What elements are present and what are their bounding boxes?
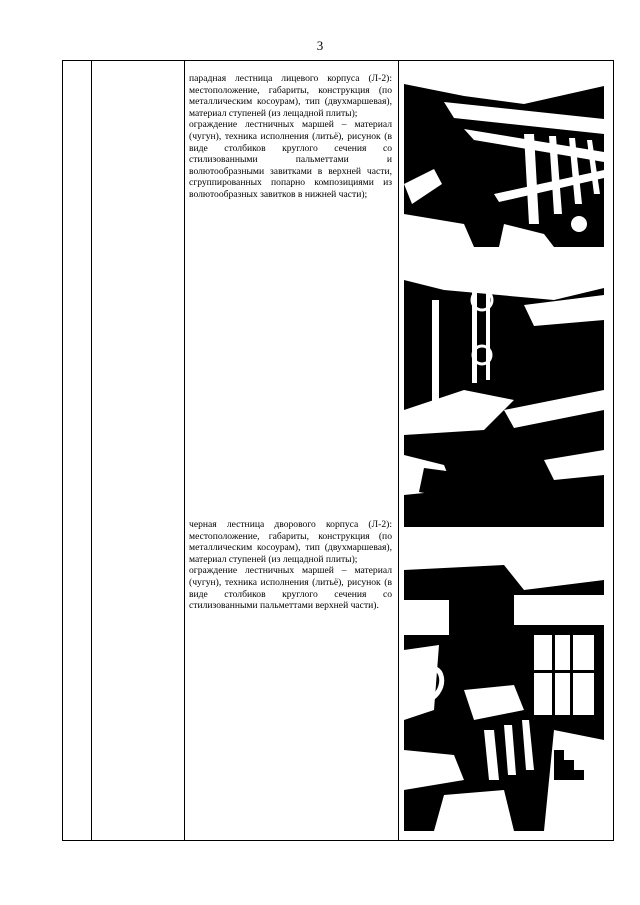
column-divider-3 [398,61,399,840]
cast-iron-balusters-photo [404,260,604,527]
staircase-ceiling-photo [404,74,604,247]
entry-back-staircase [189,519,392,612]
column-divider-2 [184,61,185,840]
entry-front-staircase [189,73,392,201]
page-number: 3 [316,38,324,53]
entry-paragraph: черная лестница дворового корпуса (Л-2): местоположение, габариты, конструкция (по металлическим косоурам), тип (двухмаршевая), материал ступеней (из лещадной плиты); [189,519,392,565]
description-table [62,60,614,841]
entry-paragraph: ограждение лестничных маршей – материал (чугун), техника исполнения (литьё), рисунок (в виде столбиков круглого сечения со стилизованными пальметтами верхней части). [189,565,392,612]
column-divider-1 [91,61,92,840]
entry-paragraph: парадная лестница лицевого корпуса (Л-2): местоположение, габариты, конструкция (по металлическим косоурам), тип (двухмаршевая), материал ступеней (из лещадной плиты); [189,73,392,119]
back-staircase-window-photo [404,540,604,831]
entry-paragraph: ограждение лестничных маршей – материал (чугун), техника исполнения (литьё), рисунок (в виде столбиков круглого сечения со стилизованными пальметтами и волютообразными завитками в верхней части, сгруппированных попарно композициями из волютообразных завитков в нижней части); [189,119,392,200]
